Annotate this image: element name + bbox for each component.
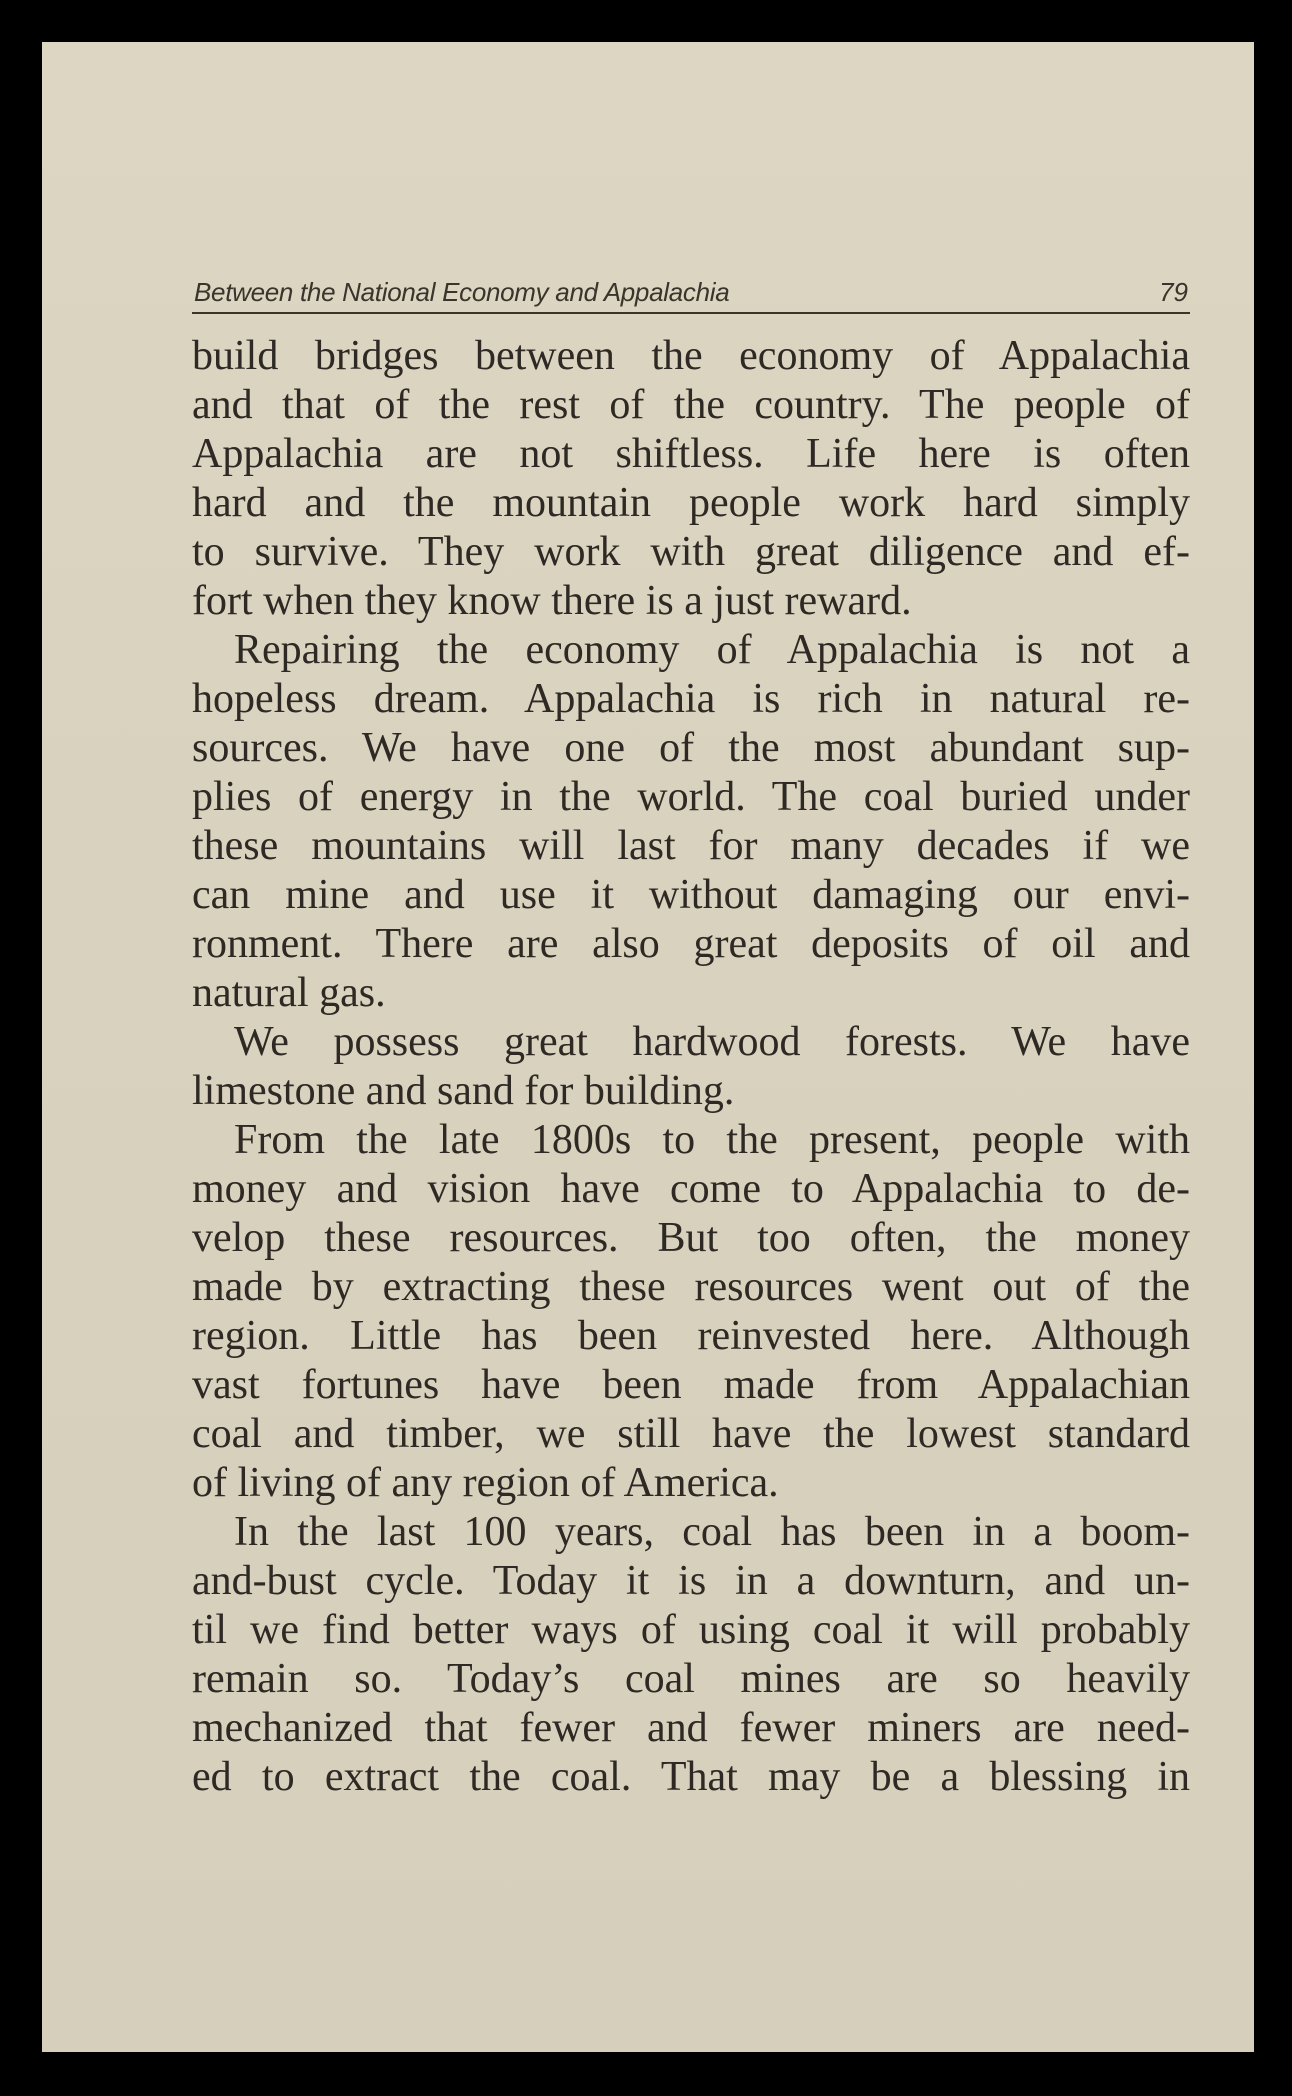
text-line: region. Little has been reinvested here. Although [192,1313,1190,1359]
text-line: hard and the mountain people work hard simply [192,480,1190,526]
text-line: and that of the rest of the country. The people of [192,382,1190,428]
text-line: limestone and sand for building. [192,1068,735,1114]
text-line: In the last 100 years, coal has been in a boom- [234,1509,1190,1555]
text-line: remain so. Today’s coal mines are so heavily [192,1656,1190,1702]
text-line: mechanized that fewer and fewer miners are need- [192,1705,1190,1751]
paragraph [192,626,1190,1018]
text-line: ed to extract the coal. That may be a blessing in [192,1754,1190,1800]
page-number: 79 [1159,277,1188,307]
text-line: Repairing the economy of Appalachia is not a [234,627,1190,673]
text-line: sources. We have one of the most abundant sup- [192,725,1190,771]
body-text [192,332,1190,1802]
text-line: til we find better ways of using coal it will probably [192,1607,1190,1653]
text-line: build bridges between the economy of Appalachia [192,333,1190,379]
running-head [192,270,1190,314]
paragraph [192,1116,1190,1508]
text-line: made by extracting these resources went out of the [192,1264,1190,1310]
text-line: to survive. They work with great diligence and ef- [192,529,1190,575]
text-line: these mountains will last for many decades if we [192,823,1190,869]
text-line: coal and timber, we still have the lowest standard [192,1411,1190,1457]
text-line: natural gas. [192,970,386,1016]
text-line: hopeless dream. Appalachia is rich in natural re- [192,676,1190,722]
book-page [42,42,1254,2052]
text-line: vast fortunes have been made from Appalachian [192,1362,1190,1408]
paragraph [192,1508,1190,1802]
text-line: and-bust cycle. Today it is in a downturn, and un- [192,1558,1190,1604]
paragraph [192,332,1190,626]
running-head-title: Between the National Economy and Appalachia [194,277,730,307]
text-line: From the late 1800s to the present, people with [234,1117,1190,1163]
text-line: We possess great hardwood forests. We have [234,1019,1190,1065]
text-line: Appalachia are not shiftless. Life here is often [192,431,1190,477]
text-line: ronment. There are also great deposits of oil and [192,921,1190,967]
text-line: plies of energy in the world. The coal buried under [192,774,1190,820]
text-line: can mine and use it without damaging our envi- [192,872,1190,918]
text-line: money and vision have come to Appalachia to de- [192,1166,1190,1212]
text-line: velop these resources. But too often, the money [192,1215,1190,1261]
text-line: of living of any region of America. [192,1460,779,1506]
text-line: fort when they know there is a just reward. [192,578,912,624]
paragraph [192,1018,1190,1116]
